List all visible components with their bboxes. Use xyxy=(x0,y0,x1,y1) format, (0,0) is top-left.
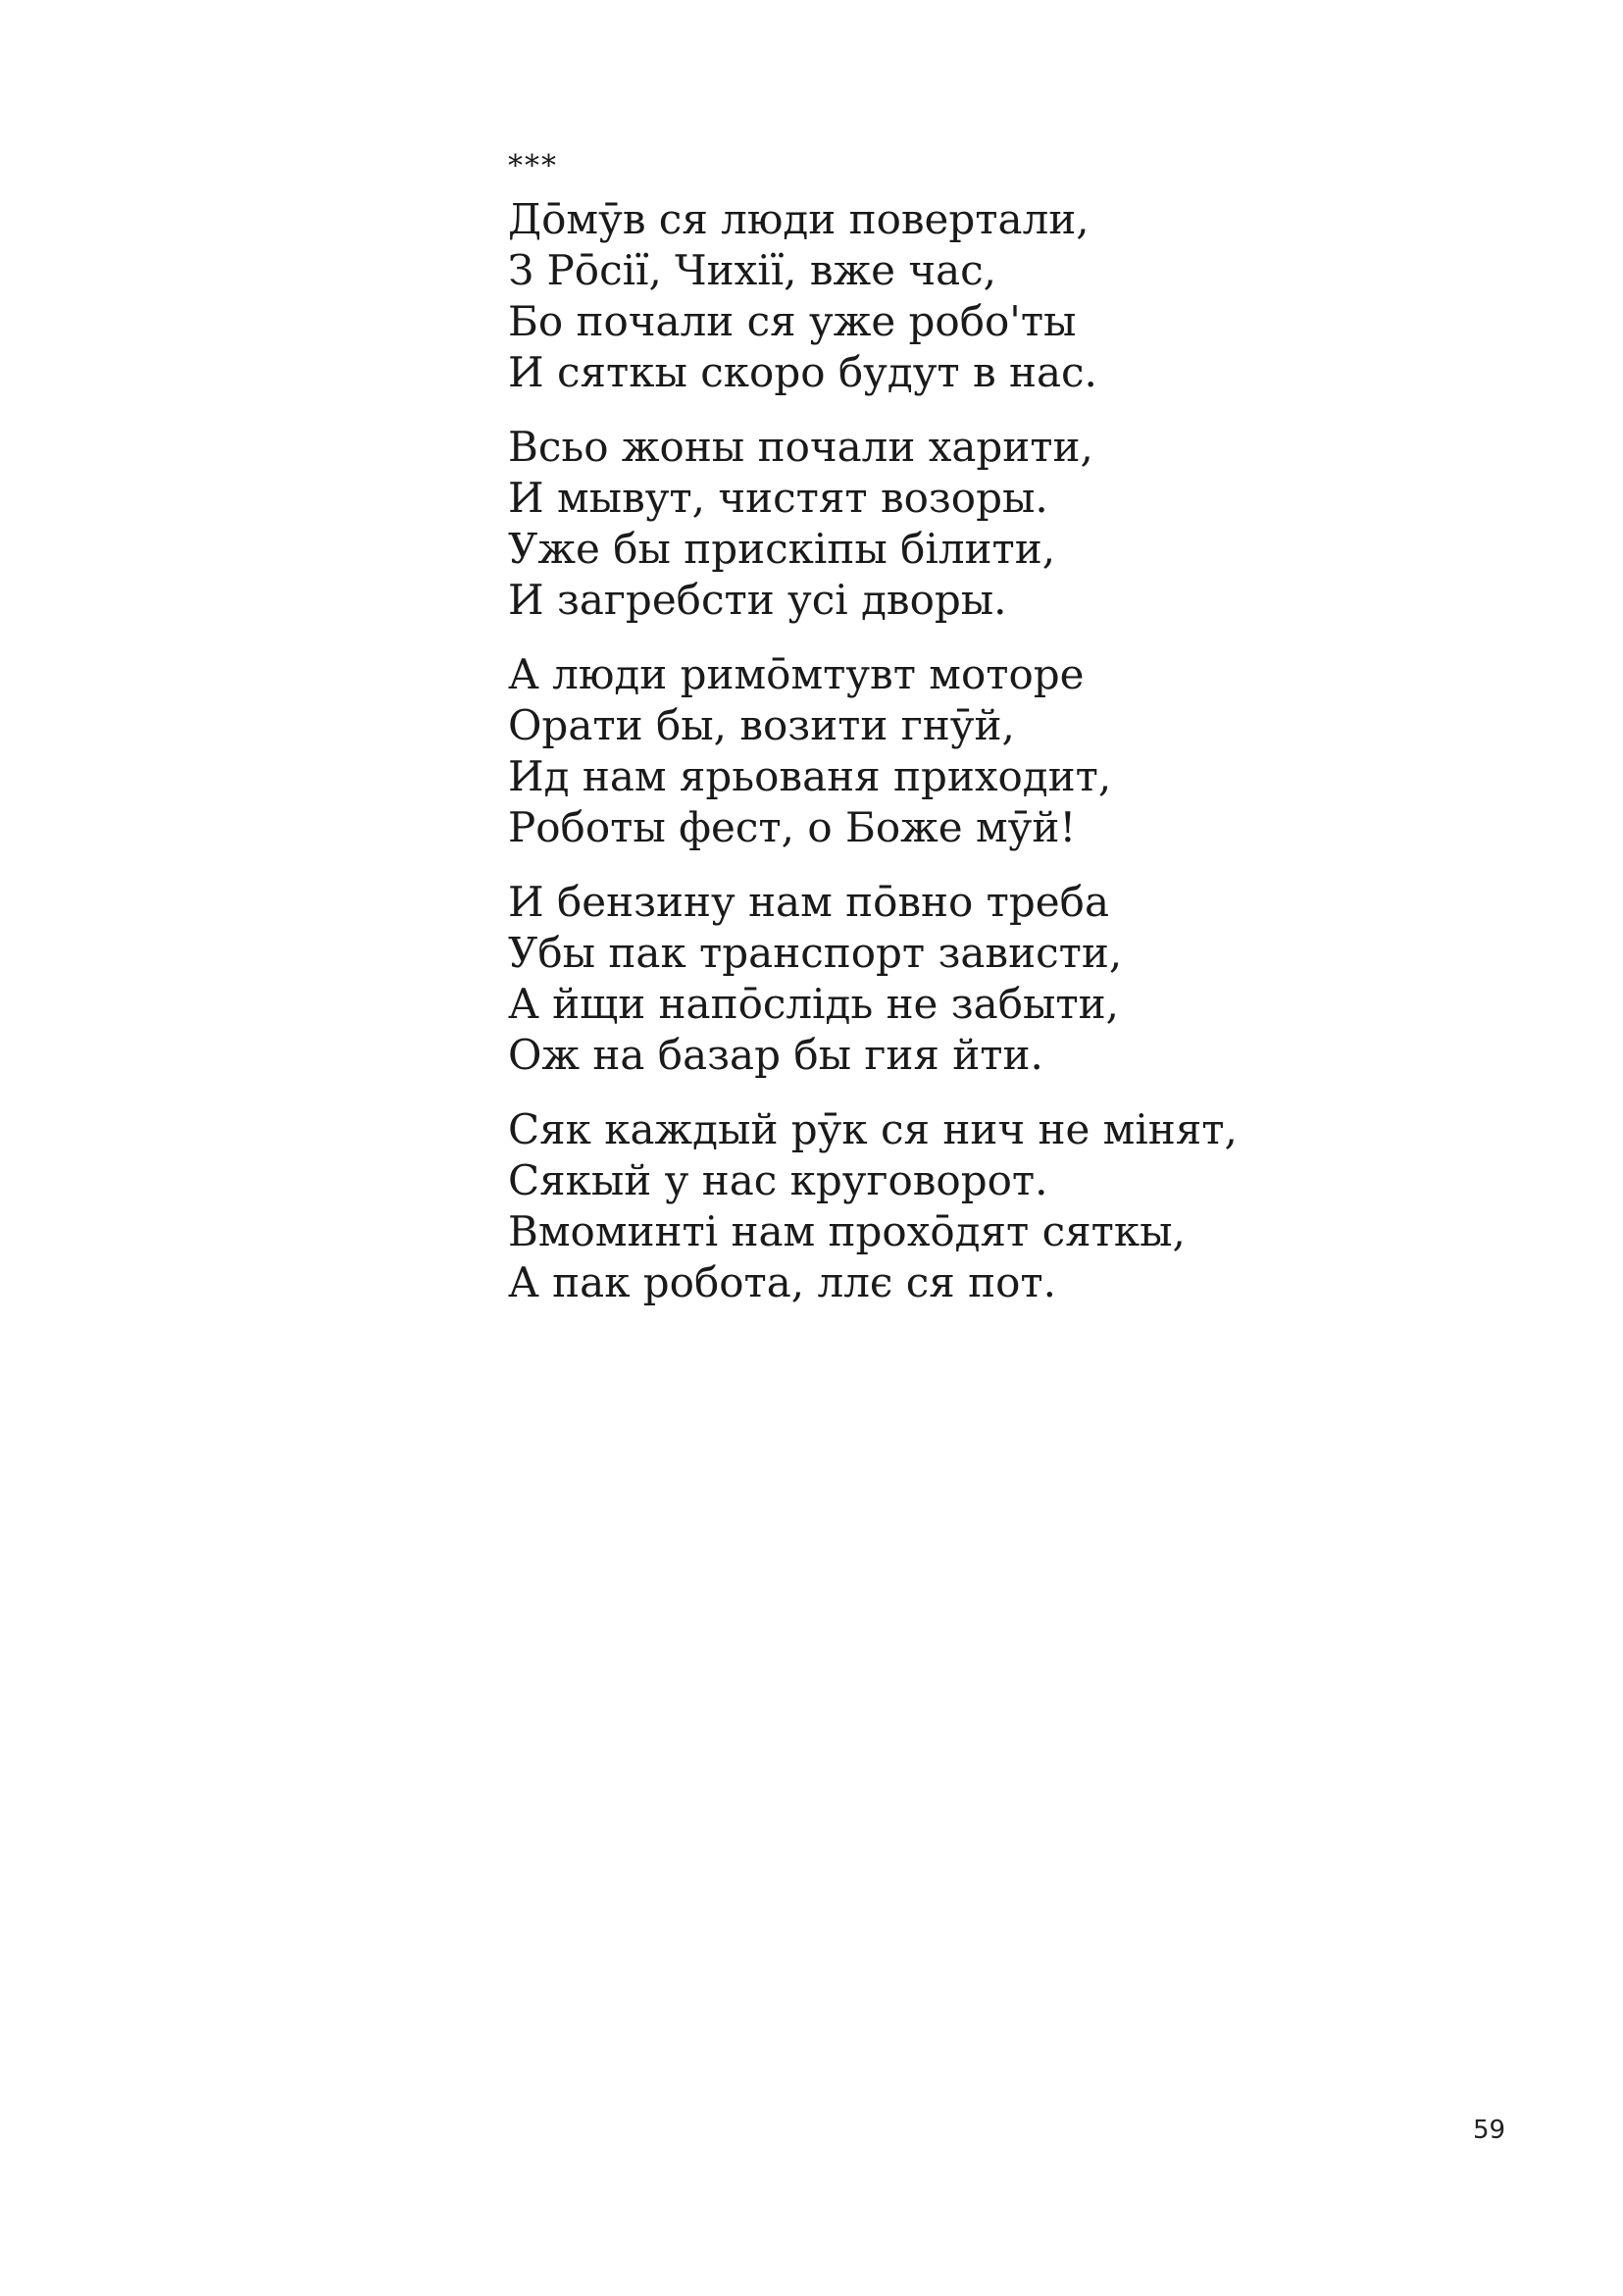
poem-line: Ож на базар бы гия йти. xyxy=(508,1031,1043,1079)
poem xyxy=(508,147,1489,1332)
poem-line: Сякый у нас круговорот. xyxy=(508,1156,1048,1204)
stanza-1 xyxy=(508,194,1489,398)
stanza-4 xyxy=(508,877,1489,1081)
poem-line: И загребсти усі дворы. xyxy=(508,576,1007,624)
poem-line: Роботы фест, о Боже мӯй! xyxy=(508,803,1077,851)
poem-line: Орати бы, возити гнӯй, xyxy=(508,701,1015,749)
poem-line: Убы пак транспорт зависти, xyxy=(508,929,1123,977)
poem-line: И бензину нам пōвно треба xyxy=(508,878,1109,926)
poem-line: Всьо жоны почали харити, xyxy=(508,423,1093,471)
stanza-2 xyxy=(508,422,1489,626)
page-number: 59 xyxy=(1473,2116,1506,2145)
poem-line: И мывут, чистят возоры. xyxy=(508,474,1048,522)
poem-line: Ид нам ярьованя приходит, xyxy=(508,752,1112,800)
poem-line: Вмоминті нам прохōдят сяткы, xyxy=(508,1207,1186,1255)
stanza-3 xyxy=(508,649,1489,853)
poem-line: Бо почали ся уже робо'ты xyxy=(508,297,1077,345)
stanza-5 xyxy=(508,1104,1489,1308)
poem-line: А люди римōмтувт моторе xyxy=(508,650,1085,698)
poem-line: З Рōсії, Чихії, вже час, xyxy=(508,246,997,294)
poem-line: Сяк каждый рӯк ся нич не мінят, xyxy=(508,1105,1238,1153)
poem-line: А пак робота, ллє ся пот. xyxy=(508,1258,1056,1306)
poem-line: Уже бы прискіпы білити, xyxy=(508,525,1056,573)
poem-line: И сяткы скоро будут в нас. xyxy=(508,348,1097,396)
poem-line: Дōмӯв ся люди повертали, xyxy=(508,195,1090,243)
poem-line: А йщи напōслідь не забыти, xyxy=(508,980,1120,1028)
section-divider: *** xyxy=(508,149,558,183)
